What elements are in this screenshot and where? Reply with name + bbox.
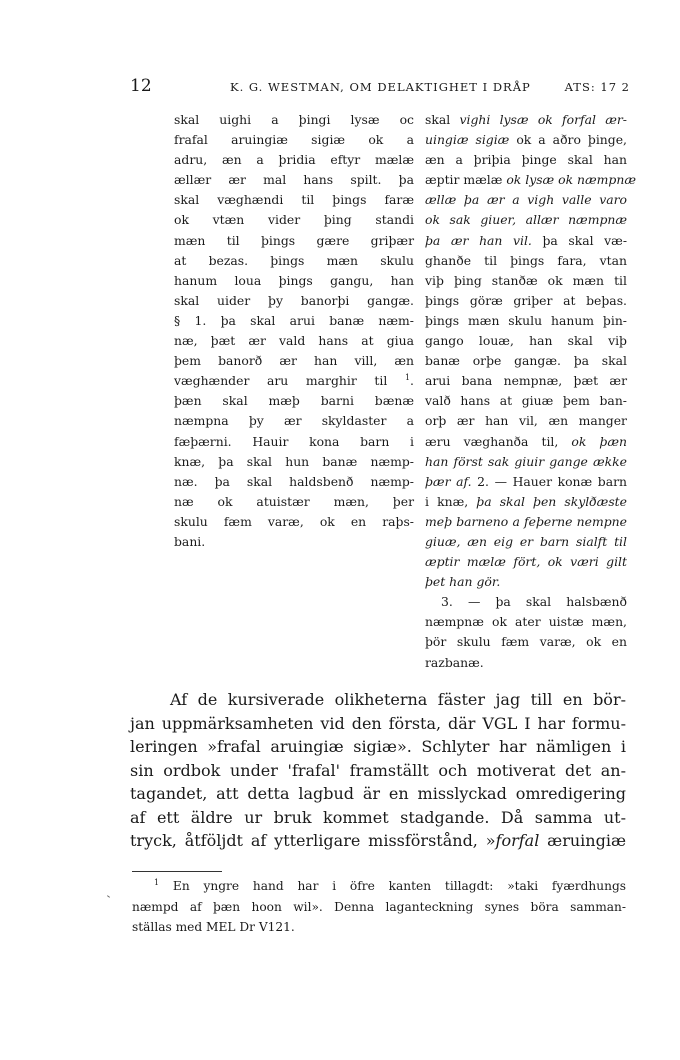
left-line: ællær ær mal hans spilt. þa	[174, 172, 414, 188]
footnote	[132, 876, 626, 938]
left-line: næ ok atuistær mæn, þer	[174, 493, 414, 509]
right-line: æru væghanða til, ok þæn	[425, 433, 628, 449]
right-line: æptir mælæ ok lysæ ok næmpnæ	[425, 172, 636, 188]
page-number: 12	[130, 76, 152, 96]
right-column-vgl-ii	[425, 110, 636, 673]
left-line: skal uider þy banorþi gangæ.	[174, 292, 414, 308]
body-line: af ett äldre ur bruk kommet stadgande. Då samma ut-	[130, 807, 626, 827]
left-line: skal væghændi til þings faræ	[174, 192, 414, 208]
right-line: meþ barneno a feþerne nempne	[425, 513, 627, 529]
left-line: þæn skal mæþ barni bænæ	[174, 393, 414, 409]
left-line: fæþærni. Hauir kona barn i	[174, 433, 414, 449]
left-line: þem banorð ær han vill, æn	[174, 353, 414, 369]
right-line: razbanæ.	[425, 654, 484, 670]
right-line: viþ þing stanðæ ok mæn til	[425, 272, 627, 288]
ats-label: ATS: 17 2	[564, 80, 630, 94]
left-line: skal uighi a þingi lysæ oc	[174, 112, 414, 127]
left-line-with-footnote: væghænder aru marghir til $^1$.	[174, 373, 414, 389]
left-line: hanum loua þings gangu, han	[174, 272, 414, 288]
right-line: ællæ þa ær a vigh valle varo	[425, 192, 627, 208]
right-line: æn a þriþia þinge skal han	[425, 152, 627, 168]
right-line: giuæ, æn eig er barn sialft til	[425, 533, 627, 549]
right-line: þet han gör.	[425, 574, 501, 590]
footnote-mark: 1	[404, 373, 411, 383]
footnote-line: $^1$ En yngre hand har i öfre kanten tillagdt: »taki fyærdhungs	[154, 877, 627, 893]
left-line: bani.	[174, 533, 206, 549]
right-line: þings mæn skulu hanum þin-	[425, 312, 627, 328]
body-line: sin ordbok under 'frafal' framställt och motiverat det an-	[130, 760, 626, 780]
left-line: skulu fæm varæ, ok en raþs-	[174, 513, 414, 529]
italic-term: forfal	[495, 831, 540, 850]
left-column-vgl-i	[174, 110, 414, 552]
body-line-last: tryck, åtföljdt af ytterligare missförstånd, »forfal æruingiæ	[130, 831, 626, 850]
right-line: æptir mælæ fört, ok væri gilt	[425, 554, 627, 570]
running-title: K. G. WESTMAN, OM DELAKTIGHET I DRÅP	[230, 80, 531, 94]
body-paragraph	[130, 688, 626, 853]
footnote-rule	[132, 871, 222, 872]
right-line: þör skulu fæm varæ, ok en	[425, 634, 627, 650]
scan-speck	[107, 895, 110, 898]
right-line: þings göræ griþer at beþas.	[425, 292, 627, 308]
running-header	[130, 78, 630, 100]
left-line: knæ, þa skal hun banæ næmp-	[174, 453, 414, 469]
right-line: þær af. 2. — Hauer konæ barn	[425, 473, 627, 489]
right-line: orþ ær han vil, æn manger	[425, 413, 627, 429]
right-line: uingiæ sigiæ ok a aðro þinge,	[425, 132, 627, 148]
left-line-text: væghænder aru marghir til	[174, 373, 388, 389]
right-line: þa ær han vil. þa skal væ-	[425, 232, 628, 248]
left-line: ok vtæn vider þing standi	[174, 212, 414, 228]
footnote-line: næmpd af þæn hoon wil». Denna laganteckning synes böra samman-	[132, 899, 626, 914]
right-line: banæ orþe gangæ. þa skal	[425, 353, 627, 369]
right-line: i knæ, þa skal þen skylðæste	[425, 493, 627, 509]
left-line: adru, æn a þridia eftyr mælæ	[174, 152, 414, 168]
left-line: frafal aruingiæ sigiæ ok a	[174, 132, 414, 148]
right-line: ghanðe til þings fara, vtan	[425, 252, 627, 268]
body-line: jan uppmärksamheten vid den första, där VGL I har formu-	[130, 713, 626, 733]
body-line: tagandet, att detta lagbud är en misslyckad omredigering	[130, 784, 626, 803]
left-line: at bezas. þings mæn skulu	[174, 252, 414, 268]
right-line: næmpnæ ok ater uistæ mæn,	[425, 614, 627, 630]
footnote-number: 1	[154, 877, 160, 887]
right-line: gango louæ, han skal viþ	[425, 333, 627, 349]
right-line: han först sak giuir gange ække	[425, 453, 627, 469]
right-line: valð hans at giuæ þem ban-	[425, 393, 627, 409]
right-line: arui bana nempnæ, þæt ær	[425, 373, 627, 389]
body-line: Af de kursiverade olikheterna fäster jag till en bör-	[170, 690, 626, 709]
right-line: 3. — þa skal halsbænð	[441, 594, 627, 610]
right-line: ok sak giuer, allær næmpnæ	[425, 212, 627, 228]
left-line: næmpna þy ær skyldaster a	[174, 413, 414, 429]
left-line: § 1. þa skal arui banæ næm-	[174, 312, 414, 328]
left-line: næ. þa skal haldsbenð næmp-	[174, 473, 414, 489]
footnote-line: ställas med MEL Dr V121.	[132, 920, 295, 934]
left-line: næ, þæt ær vald hans at giua	[174, 333, 414, 349]
left-line: mæn til þings gære griþær	[174, 232, 414, 248]
right-line: skal vighi lysæ ok forfal ær-	[425, 112, 627, 127]
body-line: leringen »frafal aruingiæ sigiæ». Schlyter har nämligen i	[130, 737, 626, 756]
